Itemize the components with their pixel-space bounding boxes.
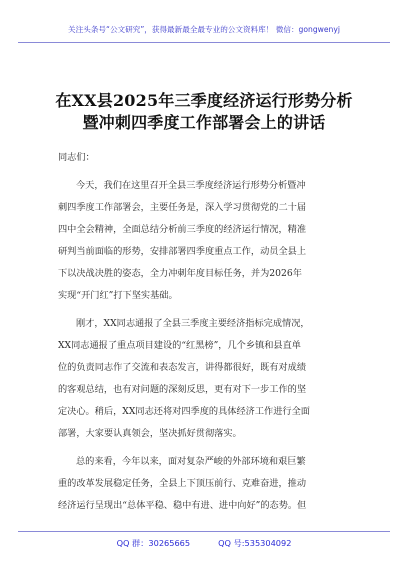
- header-divider: [18, 42, 390, 43]
- body-line: 四中全会精神，全面总结分析前三季度的经济运行情况，精准: [58, 224, 307, 235]
- body-line: 刺四季度工作部署会，主要任务是，深入学习贯彻党的二十届: [58, 202, 307, 213]
- header-banner: 关注头条号“公文研究”，获得最新最全最专业的公文资料库！ 微信：gongwenyj: [68, 25, 340, 34]
- document-title-line-2: 暨冲刺四季度工作部署会上的讲话: [82, 113, 326, 132]
- body-line: 总的来看，今年以来，面对复杂严峻的外部环境和艰巨繁: [76, 456, 306, 467]
- body-line: 下以决战决胜的姿态，全力冲刺年度目标任务，并为2026年: [58, 268, 302, 279]
- salutation: 同志们：: [58, 152, 95, 163]
- body-line: 今天，我们在这里召开全县三季度经济运行形势分析暨冲: [76, 180, 306, 191]
- body-line: XX同志通报了重点项目建设的“红黑榜”，几个乡镇和县直单: [58, 340, 301, 351]
- body-line: 部署，大家要认真领会，坚决抓好贯彻落实。: [58, 428, 242, 439]
- body-line: 的客观总结，也有对问题的深刻反思，更有对下一步工作的坚: [58, 384, 307, 395]
- body-line: 重的改革发展稳定任务，全县上下顶压前行、克难奋进，推动: [58, 478, 307, 489]
- body-line: 位的负责同志作了交流和表态发言，讲得都很好，既有对成绩: [58, 362, 307, 373]
- body-line: 实现“开门红”打下坚实基础。: [58, 290, 178, 301]
- body-line: 经济运行呈现出“总体平稳、稳中有进、进中向好”的态势。但: [58, 500, 307, 511]
- footer: [0, 538, 408, 549]
- body-line: 研判当前面临的形势，安排部署四季度重点工作，动员全县上: [58, 246, 307, 257]
- footer-qq-number: QQ 号:535304092: [218, 538, 292, 548]
- document-title-line-1: 在XX县2025年三季度经济运行形势分析: [55, 91, 353, 110]
- footer-qq-group: QQ 群：30265665: [116, 538, 191, 548]
- body-line: 定决心。稍后，XX同志还将对四季度的具体经济工作进行全面: [58, 406, 310, 417]
- footer-divider: [18, 531, 390, 532]
- body-line: 刚才，XX同志通报了全县三季度主要经济指标完成情况，: [76, 318, 310, 329]
